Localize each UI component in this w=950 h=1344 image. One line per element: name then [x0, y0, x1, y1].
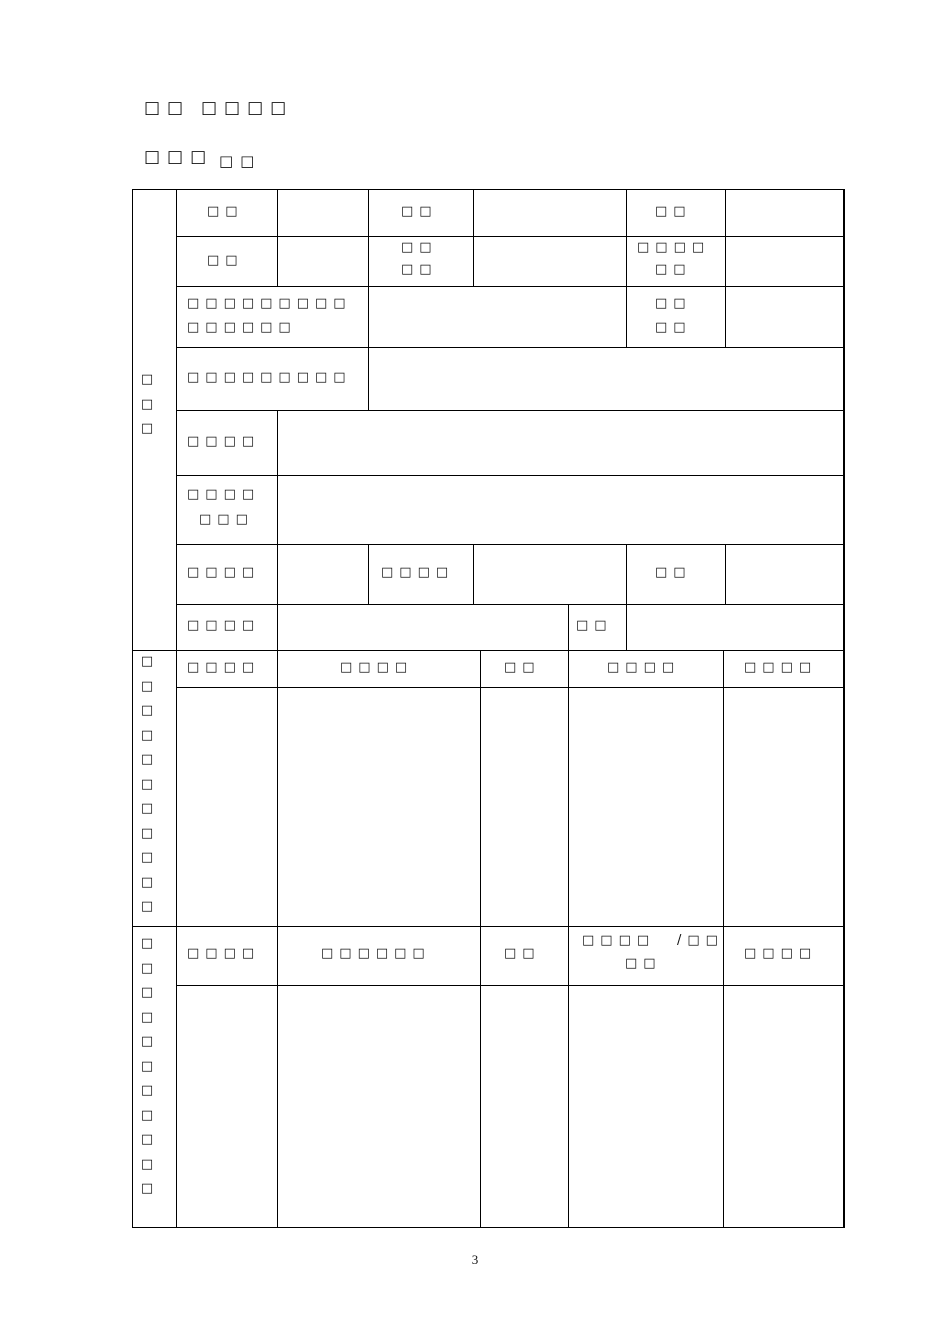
cell-label: □□ [207, 253, 244, 268]
column-header: □□□□ [744, 660, 818, 675]
column-header: □□□□ [582, 933, 656, 948]
cell-label: □□ [576, 618, 613, 633]
heading-value-2: □□ [219, 152, 262, 170]
table-rule [176, 347, 844, 348]
section-label-2: □□□□□□□□□□□ [140, 654, 154, 914]
column-header: □□□□ [607, 660, 681, 675]
cell-label: □□□□ [187, 434, 261, 449]
table-rule [277, 410, 278, 1227]
cell-label: □□ [207, 204, 244, 219]
table-rule [473, 189, 474, 286]
cell-label: □□□□ [187, 618, 261, 633]
cell-label: □□□□□□ [187, 320, 297, 335]
table-rule [725, 189, 726, 347]
table-rule [568, 604, 569, 1227]
heading-value-1: □□□□ [201, 98, 294, 118]
table-rule [277, 189, 278, 286]
cell-label: □□□□ [637, 240, 711, 255]
cell-label: □□ [655, 565, 692, 580]
column-header: □□□□ [187, 946, 261, 961]
cell-label: □□□□□□□□□ [187, 370, 352, 385]
cell-label: □□□□ [187, 565, 261, 580]
cell-label: □□ [401, 204, 438, 219]
cell-label: □□ [655, 204, 692, 219]
column-header: □□ [504, 946, 541, 961]
form-table [132, 189, 845, 1228]
heading-label-2: □□□ [144, 147, 214, 167]
column-header: /□□ [677, 933, 724, 948]
column-header: □□□□ [744, 946, 818, 961]
heading-label-1: □□ [144, 98, 191, 118]
column-header: □□□□ [340, 660, 414, 675]
table-rule [473, 544, 474, 604]
table-rule [626, 544, 627, 650]
column-header: □□□□□□ [321, 946, 431, 961]
cell-label: □□ [655, 296, 692, 311]
column-header: □□□□ [187, 660, 261, 675]
cell-label: □□□□ [187, 487, 261, 502]
cell-label: □□□ [199, 512, 254, 527]
section-label-basic: □□□ [140, 372, 154, 436]
cell-label: □□□□ [381, 565, 455, 580]
cell-label: □□ [655, 262, 692, 277]
table-rule [626, 189, 627, 347]
cell-label: □□ [401, 240, 438, 255]
table-rule [480, 650, 481, 1227]
cell-label: □□□□□□□□□ [187, 296, 352, 311]
cell-label: □□ [655, 320, 692, 335]
table-rule [132, 926, 844, 927]
column-header: □□ [625, 956, 662, 971]
table-rule [725, 544, 726, 604]
table-rule [176, 286, 844, 287]
page-number: 3 [471, 1252, 479, 1267]
cell-label: □□ [401, 262, 438, 277]
section-label-3: □□□□□□□□□□□ [140, 936, 154, 1196]
table-rule [132, 650, 844, 651]
column-header: □□ [504, 660, 541, 675]
table-rule [368, 189, 369, 410]
table-rule [176, 189, 177, 1228]
table-rule [368, 544, 369, 604]
